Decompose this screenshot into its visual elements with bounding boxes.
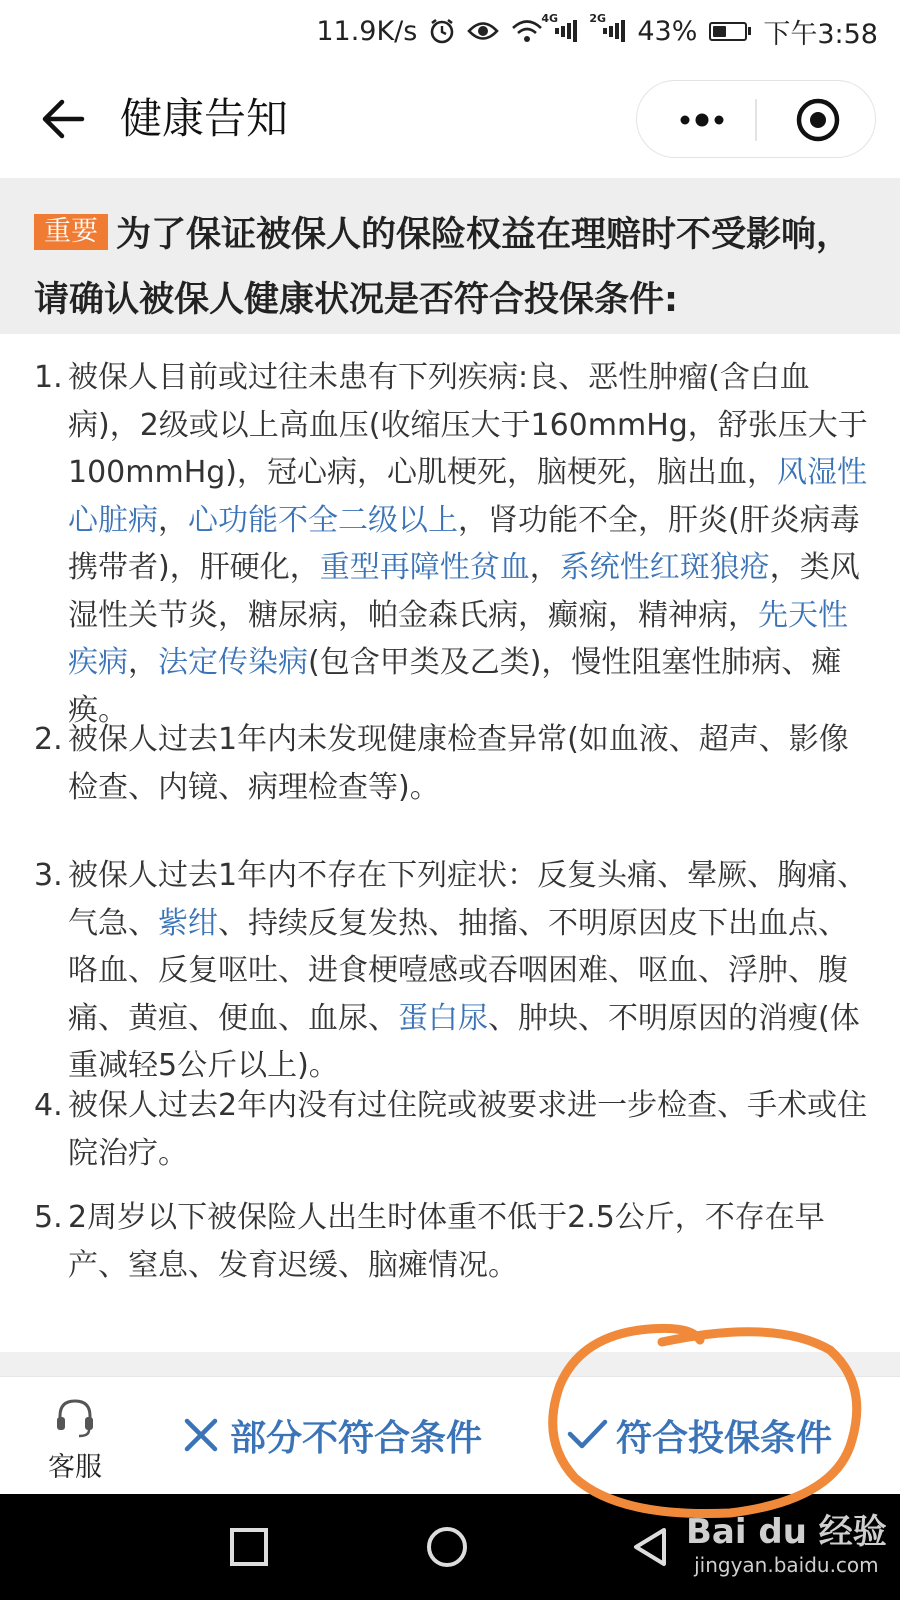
term-link[interactable]: 蛋白尿 xyxy=(398,1000,488,1036)
condition-text: ， xyxy=(158,502,188,538)
condition-text: ， xyxy=(128,645,158,680)
signal-icon xyxy=(589,12,625,42)
condition-number: 3. xyxy=(34,858,63,893)
network-speed: 11.9K/s xyxy=(316,15,418,47)
target-icon[interactable] xyxy=(795,97,841,143)
condition-text: 、肿块、不明原因的消瘦(体重减轻5公斤以上)。 xyxy=(68,1000,860,1083)
condition-number: 4. xyxy=(34,1088,63,1123)
home-circle-icon[interactable] xyxy=(424,1524,470,1570)
condition-item xyxy=(34,716,870,811)
headset-icon xyxy=(52,1395,98,1441)
recents-square-icon[interactable] xyxy=(226,1524,272,1570)
status-bar xyxy=(0,0,900,62)
battery-percent: 43% xyxy=(637,15,698,47)
condition-text: 被保人过去1年内不存在下列症状：反复头痛、晕厥、胸痛、气急、 xyxy=(68,858,868,941)
capsule-divider xyxy=(755,99,757,141)
condition-text: ，肾功能不全，肝炎(肝炎病毒携带者)，肝硬化， xyxy=(68,502,860,585)
close-x-icon xyxy=(180,1414,222,1456)
condition-text: ，类风湿性关节炎，糖尿病，帕金森氏病，癫痫，精神病， xyxy=(68,550,860,633)
health-conditions-list xyxy=(0,334,900,1352)
checkmark-icon xyxy=(566,1414,608,1456)
condition-item xyxy=(34,852,870,1090)
important-badge: 重要 xyxy=(34,214,108,250)
condition-number: 5. xyxy=(34,1200,63,1235)
condition-text: 、持续反复发热、抽搐、不明原因皮下出血点、咯血、反复呕吐、进食梗噎感或吞咽困难、呕血、浮肿、腹痛、黄疸、便血、血尿、 xyxy=(68,905,848,1036)
eye-icon xyxy=(467,20,499,42)
condition-text: 被保人过去2年内没有过住院或被要求进一步检查、手术或住院治疗。 xyxy=(68,1088,868,1171)
mini-program-capsule xyxy=(636,80,876,158)
condition-number: 1. xyxy=(34,360,63,395)
network-type-1: 4G xyxy=(541,12,559,25)
clock: 下午3:58 xyxy=(763,18,878,50)
partial-mismatch-label: 部分不符合条件 xyxy=(230,1417,483,1459)
term-link[interactable]: 紫绀 xyxy=(158,905,218,941)
notice-text: 为了保证被保人的保险权益在理赔时不受影响，请确认被保人健康状况是否符合投保条件: xyxy=(34,215,852,320)
condition-text: 被保人过去1年内未发现健康检查异常(如血液、超声、影像检查、内镜、病理检查等)。 xyxy=(68,722,849,805)
baidu-watermark xyxy=(686,1512,887,1578)
condition-number: 2. xyxy=(34,722,63,757)
back-triangle-icon[interactable] xyxy=(626,1524,672,1570)
meets-conditions-button[interactable] xyxy=(566,1397,832,1473)
condition-text: ， xyxy=(529,550,560,585)
action-bar xyxy=(0,1376,900,1494)
divider-strip xyxy=(0,1352,900,1376)
customer-service-button[interactable] xyxy=(30,1395,120,1485)
condition-item xyxy=(34,1194,870,1289)
condition-item xyxy=(34,354,870,734)
system-navigation-bar xyxy=(0,1494,900,1600)
condition-text: (包含甲类及乙类)，慢性阻塞性肺病、瘫痪。 xyxy=(68,645,842,728)
term-link[interactable]: 先天性疾病 xyxy=(68,597,848,680)
watermark-logo: Bai du 经验 xyxy=(686,1512,887,1552)
customer-service-label: 客服 xyxy=(48,1452,102,1483)
term-link[interactable]: 重型再障性贫血 xyxy=(319,550,530,585)
more-dots-icon[interactable] xyxy=(677,105,727,135)
condition-text: 2周岁以下被保险人出生时体重不低于2.5公斤，不存在早产、窒息、发育迟缓、脑瘫情况。 xyxy=(68,1200,825,1283)
watermark-url: jingyan.baidu.com xyxy=(694,1553,879,1577)
term-link[interactable]: 法定传染病 xyxy=(158,645,308,680)
term-link[interactable]: 风湿性心脏病 xyxy=(68,455,868,538)
important-notice xyxy=(0,178,900,334)
nav-bar xyxy=(0,62,900,176)
signal-icon xyxy=(541,12,577,42)
network-type-2: 2G xyxy=(589,12,607,25)
term-link[interactable]: 系统性红斑狼疮 xyxy=(559,550,770,585)
term-link[interactable]: 心功能不全二级以上 xyxy=(188,502,458,538)
partial-mismatch-button[interactable] xyxy=(180,1397,482,1473)
condition-item xyxy=(34,1082,870,1177)
battery-icon xyxy=(709,22,751,41)
condition-text: 被保人目前或过往未患有下列疾病:良、恶性肿瘤(含白血病)，2级或以上高血压(收缩压大于160mmHg，舒张压大于100mmHg)，冠心病，心肌梗死，脑梗死，脑出血， xyxy=(68,360,868,490)
back-arrow-icon[interactable] xyxy=(36,92,90,146)
meets-conditions-label: 符合投保条件 xyxy=(616,1417,833,1459)
alarm-icon xyxy=(429,18,455,44)
page-title: 健康告知 xyxy=(120,94,289,143)
wifi-icon xyxy=(511,19,543,43)
